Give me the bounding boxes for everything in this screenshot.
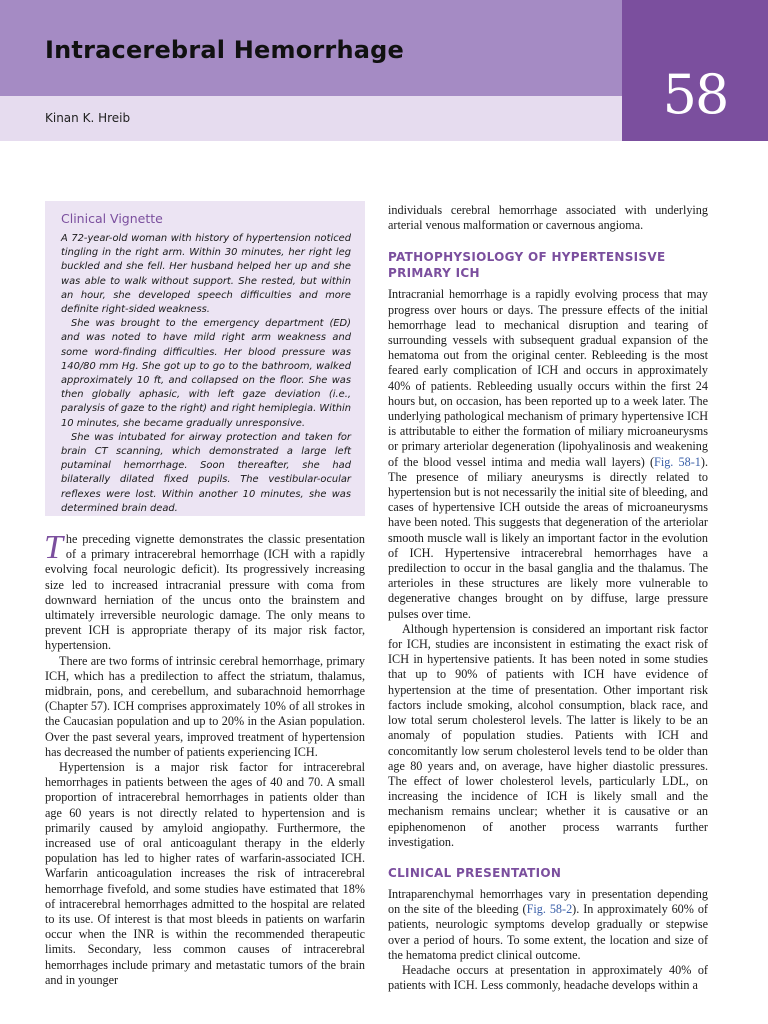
pathophysiology-paragraph-2: Although hypertension is considered an important risk factor for ICH, studies are inconsistent in estimating the exact risk of ICH in hypertensive patients. It has been noted in some studies that up to 90% of patients with ICH have evidence of hypertension at the time of presentation. Other important risk factors include smoking, alcohol consumption, black race, and low total serum cholesterol levels. The latter is likely to be an anomaly of population studies. Patients with ICH and concomitantly low serum cholesterol levels tend to be older than age 80 years and, on average, have higher diastolic pressures. The effect of lower cholesterol levels, particularly LDL, on increasing the incidence of ICH is likely small and the mechanism remains unclear; whether it is causative or an epiphenomenon of another process warrants further investigation. xyxy=(388,621,708,849)
vignette-paragraph-2: She was brought to the emergency department (ED) and was noted to have mild right arm weakness and some word-finding difficulties. Her blood pressure was 140/80 mm Hg. She got up to go to the bathroom, walked approximately 10 ft, and collapsed on the floor. She was then globally aphasic, with left gaze deviation (i.e., paralysis of gaze to the right) and right hemiplegia. Within 10 minutes, she became gradually unresponsive. xyxy=(61,318,351,429)
right-column xyxy=(388,203,708,993)
clinical-paragraph-1 xyxy=(388,887,708,963)
author-name: Kinan K. Hreib xyxy=(45,111,131,125)
intro-text: he preceding vignette demonstrates the classic presentation of a primary intracerebral hemorrhage (ICH with a rapidly evolving focal neurologic deficit). Its progressively increasing size led to increased intracranial pressure with coma from downward herniation of the uncus onto the brainstem and ultimately irreversible neurologic damage. The only means to prevent ICH is appropriate therapy of its major risk factor, hypertension. xyxy=(45,532,365,653)
chapter-number: 58 xyxy=(662,63,728,126)
text-span: ). In approximately 60% of patients, neurologic symptoms develop gradually or stepwise over a period of hours. To some extent, the location and size of the hematoma predict clinical outcome. xyxy=(388,902,708,962)
vignette-paragraph-1: A 72-year-old woman with history of hypertension noticed tingling in the right arm. Within 30 minutes, her right leg buckled and she fell. Her husband helped her up and she was able to walk without support. She rested, but within an hour, she developed speech difficulties and more definite right-sided weakness. xyxy=(61,233,351,316)
clinical-vignette-box xyxy=(45,201,365,516)
figure-reference-58-2[interactable]: Fig. 58-2 xyxy=(526,902,573,917)
continuation-paragraph: individuals cerebral hemorrhage associated with underlying arterial venous malformation or cavernous angioma. xyxy=(388,203,708,233)
figure-reference-58-1[interactable]: Fig. 58-1 xyxy=(654,454,701,469)
text-span: Intraparenchymal hemorrhages vary in presentation depending on the site of the bleeding ( xyxy=(388,886,708,917)
pathophysiology-paragraph-1 xyxy=(388,287,708,621)
body-paragraph-forms: There are two forms of intrinsic cerebral hemorrhage, primary ICH, which has a predilection to affect the striatum, thalamus, midbrain, pons, and cerebellum, and subarachnoid hemorrhage (Chapter 57). ICH comprises approximately 10% of all strokes in the Caucasian population and up to 20% in the Asian population. Over the past several years, improved treatment of hypertension has decreased the number of patients experiencing ICH. xyxy=(45,653,365,759)
chapter-title: Intracerebral Hemorrhage xyxy=(45,36,404,64)
drop-cap: T xyxy=(44,529,63,566)
intro-paragraph xyxy=(44,529,365,654)
vignette-title: Clinical Vignette xyxy=(61,211,163,226)
text-span: ). The presence of miliary aneurysms is directly related to hypertension but is not necessarily the initial site of bleeding, and cases of hypertensive ICH outside the areas of microaneurysms have been noted. This suggests that degeneration of the arteriolar smooth muscle wall is likely an important factor in the evolution of ICH. Hypertensive intracerebral hemorrhages have a predilection to occur in the basal ganglia and the thalamus. The arterioles in these structures are likely more vulnerable to degenerative changes brought on by diffuse, large pressure pulses over time. xyxy=(388,454,708,621)
section-heading-clinical-presentation: CLINICAL PRESENTATION xyxy=(388,865,562,880)
vignette-paragraph-3: She was intubated for airway protection and taken for brain CT scanning, which demonstrated a large left putaminal hemorrhage. Soon thereafter, she had bilaterally dilated fixed pupils. The vestibular-ocular reflexes were lost. Within another 10 minutes, she was determined brain dead. xyxy=(61,431,351,514)
left-column xyxy=(44,529,365,988)
section-heading-pathophysiology: PATHOPHYSIOLOGY OF HYPERTENSISVE PRIMARY ICH xyxy=(388,250,666,281)
clinical-paragraph-2: Headache occurs at presentation in approximately 40% of patients with ICH. Less commonly, headache develops within a xyxy=(388,962,708,993)
body-paragraph-hypertension: Hypertension is a major risk factor for intracerebral hemorrhages in patients between the ages of 40 and 70. A small proportion of intracerebral hemorrhages in patients older than age 60 years is not directly related to hypertension and is primarily caused by amyloid angiopathy. Furthermore, the increased use of oral anticoagulant therapy in the elderly population has led to higher rates of warfarin-associated ICH. Warfarin anticoagulation increases the risk of intracerebral hemorrhage fivefold, and some studies have estimated that 18% of intracerebral hemorrhages admitted to the hospital are related to its use. Of interest is that most bleeds in patients on warfarin occur when the INR is within the recommended therapeutic limits. Secondary, less common causes of intracerebral hemorrhages include primary and metastatic tumors of the brain and in younger xyxy=(45,760,365,987)
text-span: Intracranial hemorrhage is a rapidly evolving process that may progress over hours or days. The pressure effects of the initial hemorrhage lead to mechanical disruption and tearing of surrounding vessels with subsequent gradual expansion of the hematoma out from the original center. Rebleeding is the most feared early complication of ICH and occurs in approximately 40% of patients. Rebleeding usually occurs within the first 24 hours but, on occasion, has been reported up to a week later. The underlying pathological mechanism of primary hypertensive ICH is attributable to either the formation of miliary microaneurysms or primary arteriolar degeneration (lipohyalinosis and weakening of the blood vessel intima and media wall layers) ( xyxy=(388,287,708,469)
